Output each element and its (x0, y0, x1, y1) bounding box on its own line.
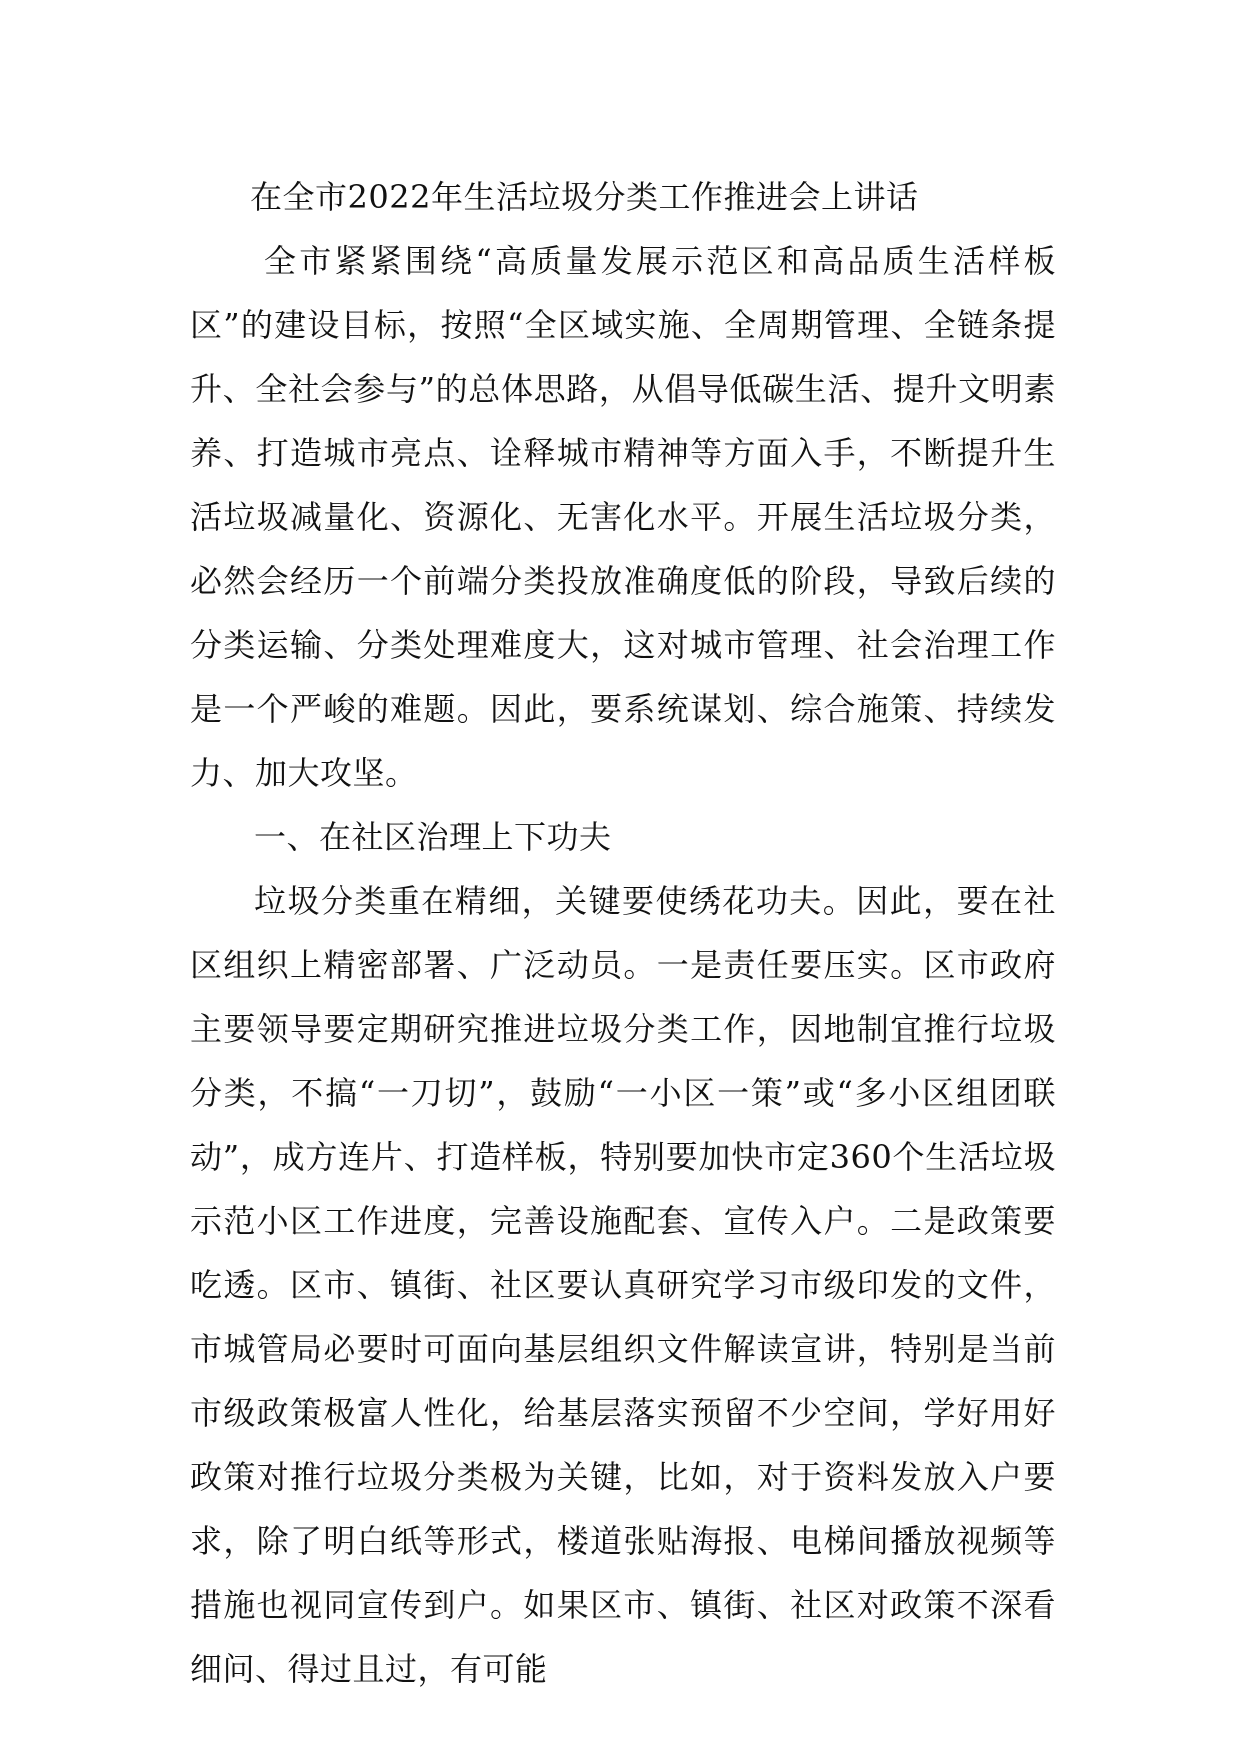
document-title: 在全市2022年生活垃圾分类工作推进会上讲话 (250, 178, 919, 216)
section-heading: 一、在社区治理上下功夫 (254, 818, 612, 856)
section-paragraph: 垃圾分类重在精细，关键要使绣花功夫。因此，要在社区组织上精密部署、广泛动员。一是责任要压实。区市政府主要领导要定期研究推进垃圾分类工作，因地制宜推行垃圾分类，不搞“一刀切”，鼓励“一小区一策”或“多小区组团联动”，成方连片、打造样板，特别要加快市定360个生活垃圾示范小区工作进度，完善设施配套、宣传入户。二是政策要吃透。区市、镇街、社区要认真研究学习市级印发的文件，市城管局必要时可面向基层组织文件解读宣讲，特别是当前市级政策极富人性化，给基层落实预留不少空间，学好用好政策对推行垃圾分类极为关键，比如，对于资料发放入户要求，除了明白纸等形式，楼道张贴海报、电梯间播放视频等措施也视同宣传到户。如果区市、镇街、社区对政策不深看细问、得过且过，有可能 (190, 882, 1056, 1688)
intro-paragraph: 全市紧紧围绕“高质量发展示范区和高品质生活样板区”的建设目标，按照“全区域实施、全周期管理、全链条提升、全社会参与”的总体思路，从倡导低碳生活、提升文明素养、打造城市亮点、诠释城市精神等方面入手，不断提升生活垃圾减量化、资源化、无害化水平。开展生活垃圾分类，必然会经历一个前端分类投放准确度低的阶段，导致后续的分类运输、分类处理难度大，这对城市管理、社会治理工作是一个严峻的难题。因此，要系统谋划、综合施策、持续发力、加大攻坚。 (190, 242, 1056, 792)
document-body (190, 165, 1056, 1701)
